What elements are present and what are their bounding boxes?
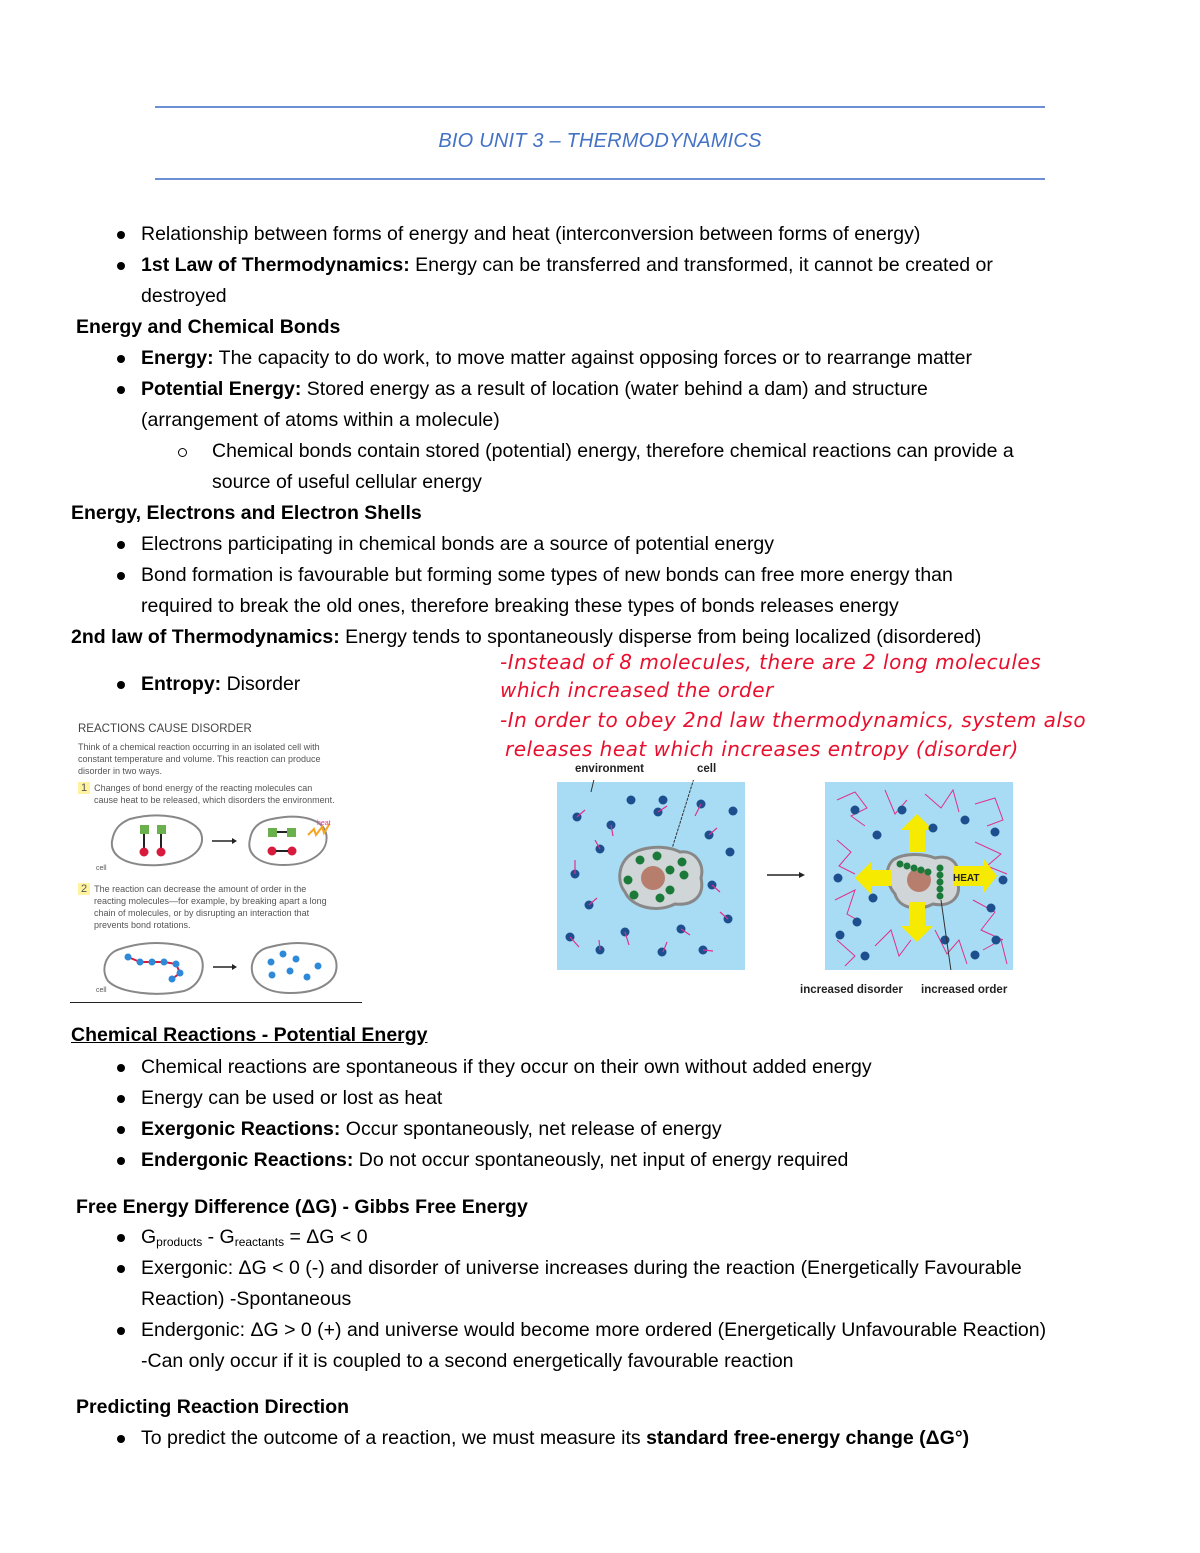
reactions-bullet-2: Energy can be used or lost as heat <box>141 1087 443 1109</box>
cell-label: cell <box>96 865 107 872</box>
reactions-bullet-endergonic: Endergonic Reactions: Do not occur spontaneously, net input of energy required <box>141 1149 849 1171</box>
bullet-icon <box>117 1064 125 1072</box>
figure-step-1-cont: cause heat to be released, which disorders the environment. <box>94 795 335 805</box>
gibbs-formula: $G_{products} - G_{reactants} = \Delta G < 0$ <box>141 1226 368 1249</box>
figure-intro-line: disorder in two ways. <box>78 766 163 776</box>
figure-step-2-cont: chain of molecules, or by disrupting an interaction that <box>94 908 310 918</box>
bullet-icon <box>117 572 125 580</box>
reactions-bullet-exergonic: Exergonic Reactions: Occur spontaneously, net release of energy <box>141 1118 722 1140</box>
bullet-icon <box>117 386 125 394</box>
gibbs-bullet-endergonic-cont: -Can only occur if it is coupled to a second energetically favourable reaction <box>141 1350 794 1372</box>
gibbs-bullet-exergonic: Exergonic: ΔG < 0 (-) and disorder of universe increases during the reaction (Energetically Favourable <box>141 1257 1022 1279</box>
heat-text: HEAT <box>953 873 980 884</box>
bullet-icon <box>117 1157 125 1165</box>
intro-bullet-2: 1st Law of Thermodynamics: Energy can be transferred and transformed, it cannot be created or <box>141 254 993 276</box>
intro-bullet-2-cont: destroyed <box>141 285 227 307</box>
bonds-sub-bullet-cont: source of useful cellular energy <box>212 471 482 493</box>
bullet-icon <box>117 681 125 689</box>
hollow-bullet-icon <box>178 448 187 457</box>
bond-energy-diagram <box>100 811 330 871</box>
figure-reactions-cause-disorder <box>70 715 365 1005</box>
handwritten-note-3: -In order to obey 2nd law thermodynamics, system also <box>500 708 1087 732</box>
figure-step-1: 1 Changes of bond energy of the reacting molecules can <box>78 782 312 794</box>
figure-step-2-cont: reacting molecules—for example, by breaking apart a long <box>94 896 327 906</box>
bullet-icon <box>117 355 125 363</box>
gibbs-bullet-endergonic: Endergonic: ΔG > 0 (+) and universe would become more ordered (Energetically Unfavourable Reaction) <box>141 1319 1047 1341</box>
figure-environment-cell <box>555 760 1025 1000</box>
bonds-bullet-potential-cont: (arrangement of atoms within a molecule) <box>141 409 500 431</box>
title-bottom-rule <box>155 178 1045 180</box>
section-heading-predict: Predicting Reaction Direction <box>76 1396 350 1418</box>
bullet-icon <box>117 231 125 239</box>
handwritten-note-2: which increased the order <box>500 678 774 702</box>
second-law-line: 2nd law of Thermodynamics: Energy tends to spontaneously disperse from being localized (disordered) <box>71 626 982 648</box>
figure-step-2-cont: prevents bond rotations. <box>94 920 191 930</box>
chain-disorder-diagram <box>100 937 340 999</box>
figure-heading: REACTIONS CAUSE DISORDER <box>78 723 252 735</box>
bullet-icon <box>117 1327 125 1335</box>
bullet-icon <box>117 1126 125 1134</box>
bullet-icon <box>117 1234 125 1242</box>
cell-environment-diagram <box>555 780 1025 970</box>
increased-order-label: increased order <box>921 984 1008 996</box>
section-heading-electrons: Energy, Electrons and Electron Shells <box>71 502 422 524</box>
bonds-bullet-potential: Potential Energy: Stored energy as a result of location (water behind a dam) and structure <box>141 378 928 400</box>
handwritten-note-4: releases heat which increases entropy (disorder) <box>505 737 1019 761</box>
bullet-icon <box>117 1265 125 1273</box>
section-heading-bonds: Energy and Chemical Bonds <box>76 316 341 338</box>
gibbs-bullet-exergonic-cont: Reaction) -Spontaneous <box>141 1288 352 1310</box>
bullet-icon <box>117 1435 125 1443</box>
bonds-sub-bullet: Chemical bonds contain stored (potential) energy, therefore chemical reactions can provide a <box>212 440 1014 462</box>
bullet-icon <box>117 1095 125 1103</box>
intro-bullet-1: Relationship between forms of energy and heat (interconversion between forms of energy) <box>141 223 921 245</box>
figure-intro-line: constant temperature and volume. This reaction can produce <box>78 754 321 764</box>
environment-label: environment <box>575 763 645 775</box>
reactions-bullet-1: Chemical reactions are spontaneous if they occur on their own without added energy <box>141 1056 872 1078</box>
bullet-icon <box>117 262 125 270</box>
electrons-bullet-2: Bond formation is favourable but forming some types of new bonds can free more energy than <box>141 564 953 586</box>
figure-bottom-rule <box>70 1002 362 1004</box>
bonds-bullet-energy: Energy: The capacity to do work, to move matter against opposing forces or to rearrange matter <box>141 347 972 369</box>
heat-label: heat <box>317 820 331 827</box>
figure-intro-line: Think of a chemical reaction occurring in an isolated cell with <box>78 742 320 752</box>
title-top-rule <box>155 106 1045 108</box>
predict-bullet: To predict the outcome of a reaction, we must measure its standard free-energy change (ΔG°) <box>141 1427 970 1449</box>
figure-step-2: 2 The reaction can decrease the amount of order in the <box>78 883 306 895</box>
handwritten-note-1: -Instead of 8 molecules, there are 2 long molecules <box>500 650 1042 674</box>
entropy-bullet: Entropy: Disorder <box>141 673 301 695</box>
cell-label: cell <box>96 987 107 994</box>
document-title: BIO UNIT 3 – THERMODYNAMICS <box>438 130 762 152</box>
bullet-icon <box>117 541 125 549</box>
electrons-bullet-2-cont: required to break the old ones, therefore breaking these types of bonds releases energy <box>141 595 899 617</box>
section-heading-reactions: Chemical Reactions - Potential Energy <box>71 1024 428 1046</box>
cell-label: cell <box>697 763 717 775</box>
increased-disorder-label: increased disorder <box>800 984 903 996</box>
section-heading-gibbs: Free Energy Difference (ΔG) - Gibbs Free Energy <box>76 1196 528 1218</box>
electrons-bullet-1: Electrons participating in chemical bonds are a source of potential energy <box>141 533 775 555</box>
